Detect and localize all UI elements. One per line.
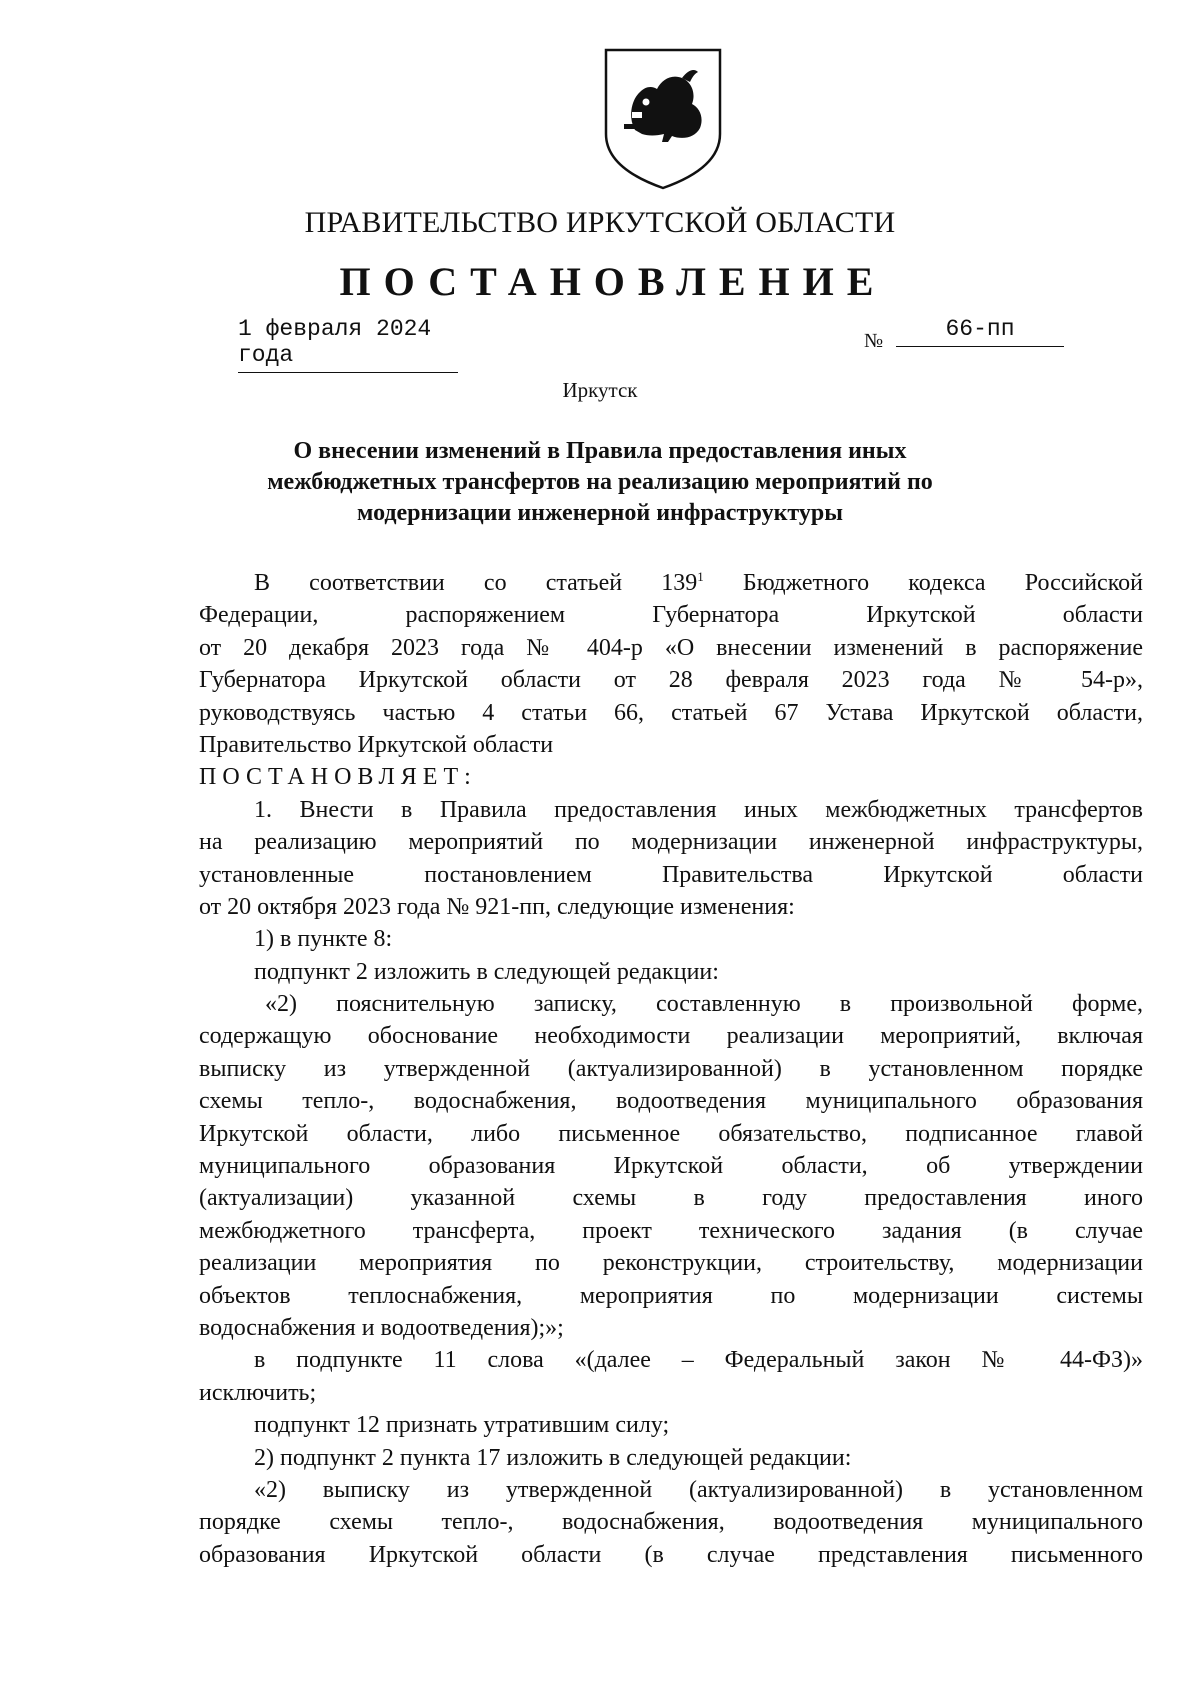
body-line: содержащую обоснование необходимости реализации мероприятий, включая — [199, 1023, 1143, 1050]
body-line: образования Иркутской области (в случае представления письменного — [199, 1541, 1143, 1568]
body-line: «2) выписку из утвержденной (актуализированной) в установленном — [254, 1476, 1143, 1503]
body-line: Федерации, распоряжением Губернатора Иркутской области — [199, 602, 1143, 629]
body-line: объектов теплоснабжения, мероприятия по модернизации системы — [199, 1282, 1143, 1309]
body-line: подпункт 12 признать утратившим силу; — [254, 1412, 670, 1439]
body-text: В соответствии со статьей 139 — [254, 570, 698, 596]
document-body — [199, 567, 1143, 1571]
document-number: 66-пп — [896, 316, 1064, 347]
title-line: модернизации инженерной инфраструктуры — [357, 500, 843, 526]
body-line: в подпункте 11 слова «(далее – Федеральный закон № 44-ФЗ)» — [254, 1347, 1143, 1374]
body-line: схемы тепло-, водоснабжения, водоотведения муниципального образования — [199, 1088, 1143, 1115]
body-line: водоснабжения и водоотведения);»; — [199, 1314, 564, 1341]
body-line: Губернатора Иркутской области от 28 февраля 2023 года № 54-р», — [199, 667, 1143, 694]
body-line: 1. Внести в Правила предоставления иных межбюджетных трансфертов — [254, 796, 1143, 823]
body-line: реализации мероприятия по реконструкции, строительству, модернизации — [199, 1250, 1143, 1277]
body-line: от 20 декабря 2023 года № 404-р «О внесении изменений в распоряжение — [199, 634, 1143, 661]
resolves-heading: ПОСТАНОВЛЯЕТ: — [199, 764, 477, 791]
body-line: порядке схемы тепло-, водоснабжения, водоотведения муниципального — [199, 1509, 1143, 1536]
body-line: выписку из утвержденной (актуализированной) в установленном порядке — [199, 1055, 1143, 1082]
document-type: ПОСТАНОВЛЕНИЕ — [339, 259, 887, 304]
body-line: от 20 октября 2023 года № 921-пп, следующие изменения: — [199, 893, 795, 920]
title-line: О внесении изменений в Правила предоставления иных — [293, 438, 907, 464]
body-line: установленные постановлением Правительства Иркутской области — [199, 861, 1143, 888]
body-line: Правительство Иркутской области — [199, 731, 554, 758]
body-line: подпункт 2 изложить в следующей редакции: — [254, 958, 719, 985]
body-line: (актуализации) указанной схемы в году предоставления иного — [199, 1185, 1143, 1212]
body-line: 2) подпункт 2 пункта 17 изложить в следующей редакции: — [254, 1444, 852, 1471]
document-date: 1 февраля 2024 года — [238, 316, 458, 373]
superscript: 1 — [697, 569, 704, 584]
title-line: межбюджетных трансфертов на реализацию мероприятий по — [267, 469, 933, 495]
body-line: 1) в пункте 8: — [254, 926, 393, 953]
body-line: Иркутской области, либо письменное обязательство, подписанное главой — [199, 1120, 1143, 1147]
number-sign: № — [864, 330, 884, 352]
document-title — [200, 436, 1000, 529]
body-line: «2) пояснительную записку, составленную в произвольной форме, — [265, 991, 1143, 1018]
body-line: межбюджетного трансферта, проект технического задания (в случае — [199, 1217, 1143, 1244]
body-text: Бюджетного кодекса Российской — [703, 570, 1143, 596]
body-line: на реализацию мероприятий по модернизации инженерной инфраструктуры, — [199, 829, 1143, 856]
body-line: муниципального образования Иркутской области, об утверждении — [199, 1153, 1143, 1180]
coat-of-arms-emblem — [602, 46, 724, 192]
government-name: ПРАВИТЕЛЬСТВО ИРКУТСКОЙ ОБЛАСТИ — [304, 206, 896, 239]
city: Иркутск — [562, 378, 638, 402]
body-line: исключить; — [199, 1379, 317, 1406]
body-line: руководствуясь частью 4 статьи 66, статьей 67 Устава Иркутской области, — [199, 699, 1143, 726]
body-line — [199, 567, 1143, 599]
